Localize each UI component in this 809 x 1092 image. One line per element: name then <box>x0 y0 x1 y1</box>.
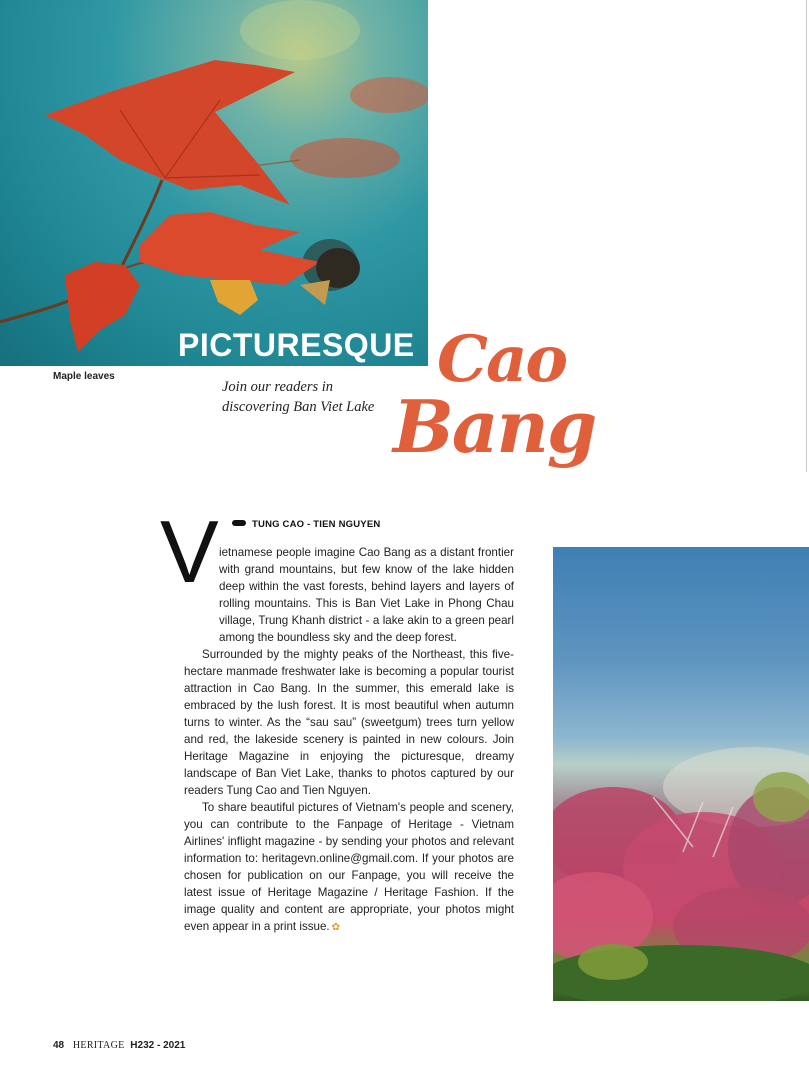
page-edge-rule <box>806 0 807 472</box>
byline-marker-icon <box>232 520 246 526</box>
title-script-line2: Bang <box>393 384 596 469</box>
article-paragraph-1: ietnamese people imagine Cao Bang as a distant frontier with grand mountains, but few know of the lake hidden deep within the vast forests, behind layers and layers of rolling mountains. This is Ban Viet Lake in Phong Chau village, Trung Khanh district - a lake akin to a green pearl among the boundless sky and the deep forest. <box>219 546 514 644</box>
page-footer <box>53 1040 185 1051</box>
article-paragraph-3-text: To share beautiful pictures of Vietnam's people and scenery, you can contribute to the Fanpage of Heritage - Vietnam Airlines' inflight magazine - by sending your photos and relevant information to: heritagevn.online@gmail.com. If your photos are chosen for publication on our Fanpage, you will receive the latest issue of Heritage Magazine / Heritage Fashion. If the image quality and content are appropriate, your photos might even appear in a print issue. <box>184 801 514 933</box>
title-script-line1: Cao <box>437 322 567 397</box>
pink-trees-illustration <box>553 547 809 1001</box>
article-body <box>184 544 514 936</box>
article-paragraph-3 <box>184 799 514 936</box>
issue-number: H232 - 2021 <box>130 1040 186 1051</box>
maple-leaves-photo <box>0 0 428 366</box>
byline <box>232 519 380 530</box>
article-paragraph-2: Surrounded by the mighty peaks of the Northeast, this five-hectare manmade freshwater lake is becoming a popular tourist attraction in Cao Bang. In the summer, this emerald lake is embraced by the lush forest. It is most beautiful when autumn turns to winter. As the “sau sau” (sweetgum) trees turn yellow and red, the lakeside scenery is painted in new colours. Join Heritage Magazine in enjoying the picturesque, dreamy landscape of Ban Viet Lake, thanks to photos captured by our readers Tung Cao and Tien Nguyen. <box>184 648 514 797</box>
title-picturesque: PICTURESQUE <box>178 327 415 363</box>
drop-cap: V <box>160 502 219 601</box>
title-cao-bang <box>393 322 633 492</box>
maple-leaves-illustration <box>0 0 428 366</box>
photo-caption: Maple leaves <box>53 371 115 382</box>
lake-trees-photo <box>553 547 809 1001</box>
end-mark-icon: ✿ <box>331 922 341 933</box>
page-number: 48 <box>53 1040 65 1051</box>
byline-authors: TUNG CAO - TIEN NGUYEN <box>252 519 381 530</box>
subtitle: Join our readers in discovering Ban Viet Lake <box>222 379 375 415</box>
magazine-name: HERITAGE <box>72 1040 125 1051</box>
